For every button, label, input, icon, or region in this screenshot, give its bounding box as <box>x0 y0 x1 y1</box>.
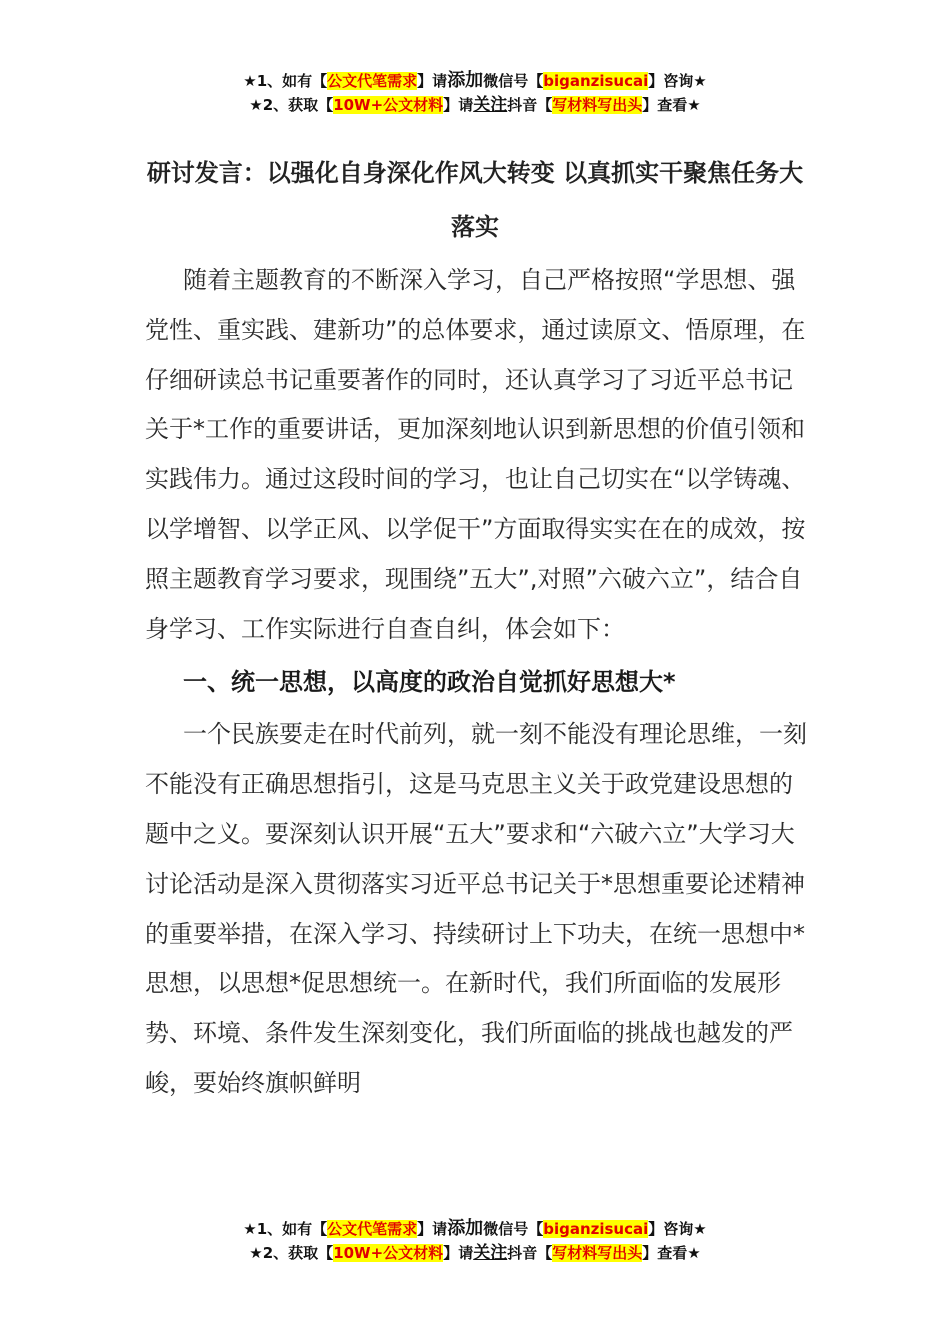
section-heading-1: 一、统一思想，以高度的政治自觉抓好思想大* <box>183 668 676 697</box>
promo-text: ★2、获取【 <box>249 96 334 114</box>
paragraph-section-1: 一个民族要走在时代前列，就一刻不能没有理论思维，一刻不能没有正确思想指引，这是马克思主义关于政党建设思想的题中之义。要深刻认识开展“五大”要求和“六破六立”大学习大讨论活动是深入贯彻落实习近平总书记关于*思想重要论述精神的重要举措，在深入学习、持续研讨上下功夫，在统一思想中*思想，以思想*促思想统一。在新时代，我们所面临的发展形势、环境、条件发生深刻变化，我们所面临的挑战也越发的严峻，要始终旗帜鲜明 <box>145 720 807 1097</box>
document-body <box>145 256 810 1109</box>
promo-text: 抖音【 <box>507 1244 553 1262</box>
promo-wechat-id: biganzisucai <box>543 1220 649 1238</box>
promo-text: 】咨询★ <box>648 72 707 90</box>
footer-promo-banner <box>0 1217 950 1265</box>
promo-highlight: 公文代笔需求 <box>327 72 418 90</box>
promo-emphasis: 添加 <box>447 70 484 91</box>
promo-text: ★1、如有【 <box>243 72 328 90</box>
promo-text: 】请 <box>443 96 474 114</box>
document-title: 研讨发言：以强化自身深化作风大转变 以真抓实干聚焦任务大落实 <box>146 159 804 241</box>
promo-text: 】请 <box>417 1220 448 1238</box>
promo-text: 抖音【 <box>507 96 553 114</box>
promo-line-1 <box>0 69 950 93</box>
promo-text: 】查看★ <box>642 96 701 114</box>
promo-line-2 <box>0 93 950 117</box>
promo-wechat-id: biganzisucai <box>543 72 649 90</box>
promo-douyin-id: 写材料写出头 <box>552 1244 643 1262</box>
promo-line-1 <box>0 1217 950 1241</box>
paragraph-intro: 随着主题教育的不断深入学习，自己严格按照“学思想、强党性、重实践、建新功”的总体要求，通过读原文、悟原理，在仔细研读总书记重要著作的同时，还认真学习了习近平总书记关于*工作的重要讲话，更加深刻地认识到新思想的价值引领和实践伟力。通过这段时间的学习，也让自己切实在“以学铸魂、以学增智、以学正风、以学促干”方面取得实实在在的成效，按照主题教育学习要求，现围绕”五大”,对照”六破六立”，结合自身学习、工作实际进行自查自纠，体会如下： <box>145 266 806 643</box>
promo-emphasis: 添加 <box>447 1218 484 1239</box>
promo-highlight: 10W+公文材料 <box>333 96 444 114</box>
promo-highlight: 10W+公文材料 <box>333 1244 444 1262</box>
promo-text: 微信号【 <box>483 72 544 90</box>
promo-emphasis: 关注 <box>473 95 508 115</box>
promo-text: 】查看★ <box>642 1244 701 1262</box>
promo-text: ★1、如有【 <box>243 1220 328 1238</box>
promo-line-2 <box>0 1241 950 1265</box>
promo-douyin-id: 写材料写出头 <box>552 96 643 114</box>
promo-text: 微信号【 <box>483 1220 544 1238</box>
promo-highlight: 公文代笔需求 <box>327 1220 418 1238</box>
promo-text: 】咨询★ <box>648 1220 707 1238</box>
promo-text: ★2、获取【 <box>249 1244 334 1262</box>
promo-text: 】请 <box>443 1244 474 1262</box>
promo-emphasis: 关注 <box>473 1243 508 1263</box>
header-promo-banner <box>0 69 950 117</box>
promo-text: 】请 <box>417 72 448 90</box>
